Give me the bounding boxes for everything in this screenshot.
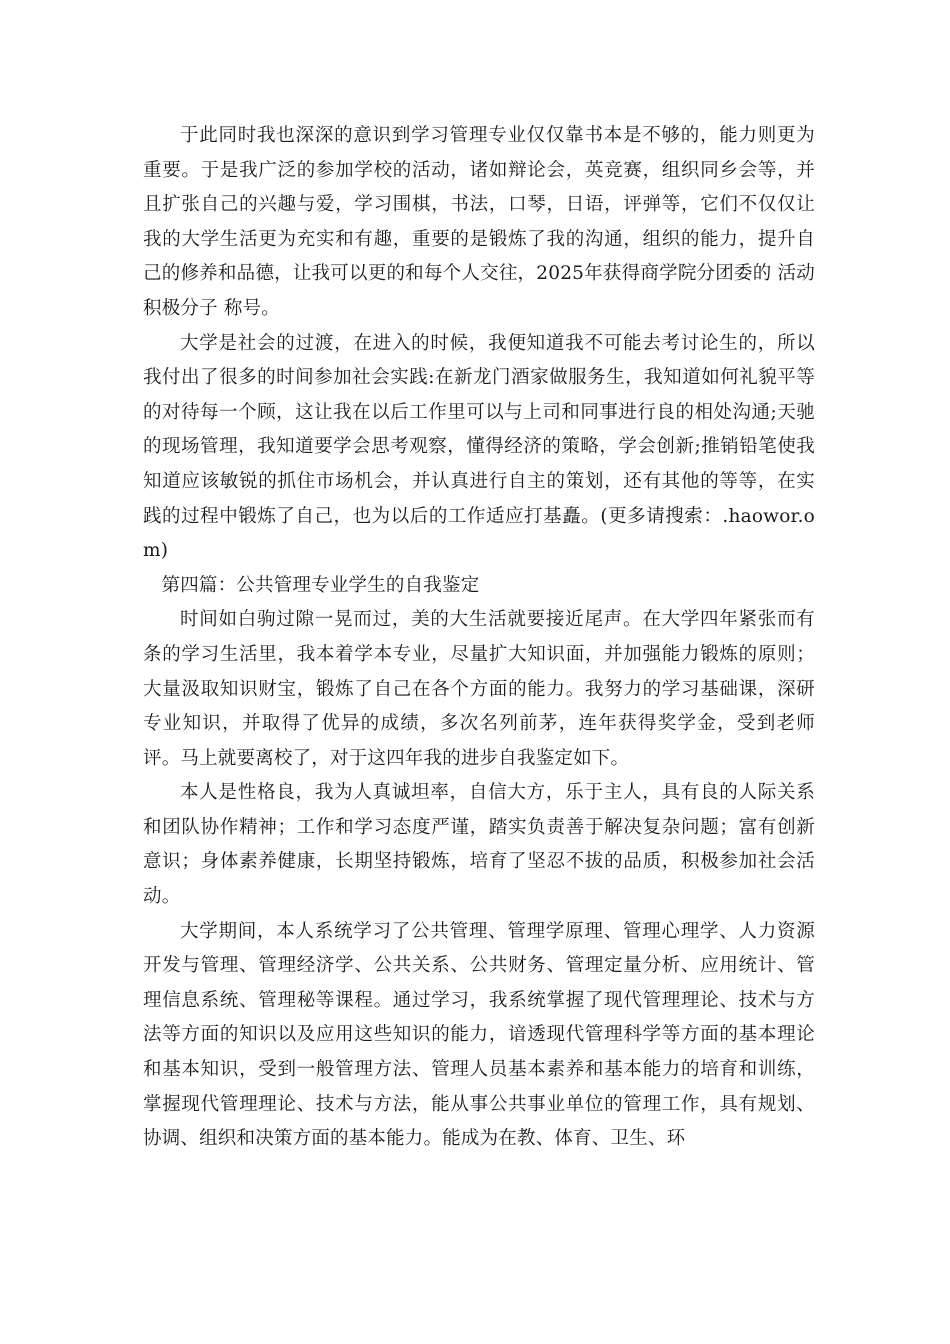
paragraph-social-practice: 大学是社会的过渡，在进入的时候，我便知道我不可能去考讨论生的，所以我付出了很多的时间参加社会实践:在新龙门酒家做服务生，我知道如何礼貌平等的对待每一个顾，这让我在以后工作里可以与上司和同事进行良的相处沟通;天驰的现场管理，我知道要学会思考观察，懂得经济的策略，学会创新;推销铅笔使我知道应该敏锐的抓住市场机会，并认真进行自主的策划，还有其他的等等，在实践的过程中锻炼了自己，也为以后的工作适应打基矗。(更多请搜索：.haowor.om) <box>143 332 815 562</box>
paragraph-intro: 时间如白驹过隙一晃而过，美的大生活就要接近尾声。在大学四年紧张而有条的学习生活里，我本着学本专业，尽量扩大知识面，并加强能力锻炼的原则；大量汲取知识财宝，锻炼了自己在各个方面的能力。我努力的学习基础课，深研专业知识，并取得了优异的成绩，多次名列前茅，连年获得奖学金，受到老师评。马上就要离校了，对于这四年我的进步自我鉴定如下。 <box>143 609 815 769</box>
section-heading: 第四篇：公共管理专业学生的自我鉴定 <box>161 574 480 596</box>
paragraph-studies: 大学期间，本人系统学习了公共管理、管理学原理、管理心理学、人力资源开发与管理、管理经济学、公共关系、公共财务、管理定量分析、应用统计、管理信息系统、管理秘等课程。通过学习，我系统掌握了现代管理理论、技术与方法等方面的知识以及应用这些知识的能力，谙透现代管理科学等方面的基本理论和基本知识，受到一般管理方法、管理人员基本素养和基本能力的培育和训练，掌握现代管理理论、技术与方法，能从事公共事业单位的管理工作，具有规划、协调、组织和决策方面的基本能力。能成为在教、体育、卫生、环 <box>143 920 815 1150</box>
paragraph-activities: 于此同时我也深深的意识到学习管理专业仅仅靠书本是不够的，能力则更为重要。于是我广泛的参加学校的活动，诸如辩论会，英竞赛，组织同乡会等，并且扩张自己的兴趣与爱，学习围棋，书法，口琴，日语，评弹等，它们不仅仅让我的大学生活更为充实和有趣，重要的是锻炼了我的沟通，组织的能力，提升自己的修养和品德，让我可以更的和每个人交往，2025年获得商学院分团委的 活动积极分子 称号。 <box>143 125 815 319</box>
paragraph-character: 本人是性格良，我为人真诚坦率，自信大方，乐于主人，具有良的人际关系和团队协作精神；工作和学习态度严谨，踏实负责善于解决复杂问题；富有创新意识；身体素养健康，长期坚持锻炼，培育了坚忍不拔的品质，积极参加社会活动。 <box>143 782 815 908</box>
document-body <box>143 119 815 1157</box>
